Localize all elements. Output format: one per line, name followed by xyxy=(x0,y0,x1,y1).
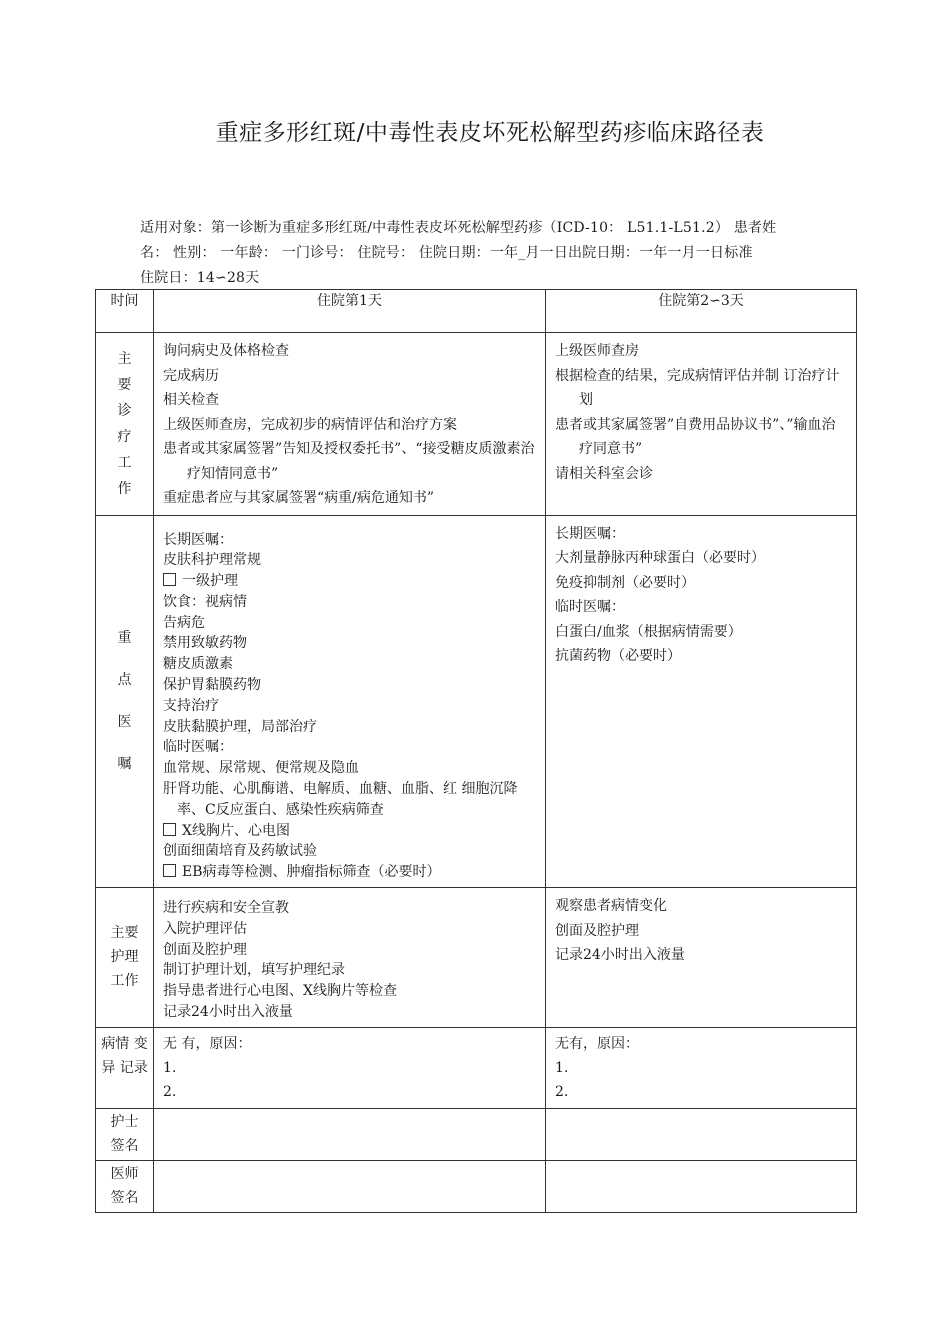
label-line: 工 作 xyxy=(117,454,146,497)
list-item: 创面细菌培育及药敏试验 xyxy=(163,843,317,860)
intro-line-3: 住院日：14∽28天 xyxy=(140,270,260,286)
list-item: 创面及腔护理 xyxy=(555,922,639,939)
list-item: 无有，原因： xyxy=(555,1035,639,1052)
row-label-variation xyxy=(96,1027,154,1108)
list-item: 临时医嘱： xyxy=(555,599,625,615)
label-line: 签名 xyxy=(110,1138,139,1155)
header-row xyxy=(96,290,857,333)
main-work-day1 xyxy=(154,333,546,516)
list-item: 指导患者进行心电图、X线胸片等检查 xyxy=(163,983,397,1000)
label-line: 护士 xyxy=(110,1114,139,1131)
label-line: 异 记录 xyxy=(101,1059,148,1076)
page-title: 重症多形红斑/中毒性表皮坏死松解型药疹临床路径表 xyxy=(215,120,765,146)
row-label-orders xyxy=(96,515,154,888)
list-item: 入院护理评估 xyxy=(163,920,247,937)
list-item: 抗菌药物（必要时） xyxy=(555,648,681,664)
row-label-main-work xyxy=(96,333,154,516)
row-nursing xyxy=(96,888,857,1028)
row-main-work xyxy=(96,333,857,516)
list-item: 完成病历 xyxy=(163,367,219,384)
list-item: 上级医师查房，完成初步的病情评估和治疗方案 xyxy=(163,416,457,433)
list-item: 2. xyxy=(555,1083,569,1100)
list-item: 创面及腔护理 xyxy=(163,941,247,958)
label-line: 主要 xyxy=(110,925,139,942)
list-item-text: X线胸片、心电图 xyxy=(182,822,290,839)
checkbox-icon xyxy=(163,864,176,877)
list-item: 2. xyxy=(163,1083,177,1100)
row-orders xyxy=(96,515,857,888)
list-item xyxy=(163,571,537,592)
list-item: 1. xyxy=(163,1059,177,1076)
list-item: 白蛋白/血浆（根据病情需要） xyxy=(555,623,742,640)
label-line: 诊 疗 xyxy=(117,402,146,445)
list-item: 皮肤黏膜护理，局部治疗 xyxy=(163,718,317,735)
list-item: 制订护理计划，填写护理纪录 xyxy=(163,962,345,979)
label-line: 签名 xyxy=(110,1190,139,1207)
list-item: 临时医嘱： xyxy=(163,739,233,756)
header-day2-3: 住院第2∽3天 xyxy=(546,290,857,333)
list-item-text: EB病毒等检测、肿瘤指标筛查（必要时） xyxy=(182,864,441,881)
orders-day1 xyxy=(154,515,546,888)
list-item: 长期医嘱： xyxy=(163,531,233,548)
list-item: 相关检查 xyxy=(163,392,219,408)
doctor-sign-day1[interactable] xyxy=(154,1160,546,1212)
applicable-scope xyxy=(140,216,852,291)
variation-day2-3 xyxy=(546,1027,857,1108)
list-item: 观察患者病情变化 xyxy=(555,898,667,915)
list-item: 告病危 xyxy=(163,614,205,631)
clinical-pathway-table xyxy=(95,289,857,1213)
row-variation xyxy=(96,1027,857,1108)
intro-line-2: 名： 性别： 一年龄： 一门诊号： 住院号： 住院日期：一年_月一日出院日期：一年一月一日标准 xyxy=(140,245,753,261)
row-label-nursing xyxy=(96,888,154,1028)
list-item: 禁用致敏药物 xyxy=(163,635,247,652)
list-item: 长期医嘱： xyxy=(555,525,625,542)
label-line: 护理 xyxy=(110,949,139,966)
list-item: 记录24小时出入液量 xyxy=(163,1004,293,1021)
list-item: 进行疾病和安全宣教 xyxy=(163,900,289,917)
main-work-day2-3 xyxy=(546,333,857,516)
list-item: 无 有，原因： xyxy=(163,1035,252,1052)
label-line: 点 xyxy=(117,672,132,689)
list-item: 糖皮质激素 xyxy=(163,656,233,673)
list-item: 请相关科室会诊 xyxy=(555,465,653,482)
list-item-text: 一级护理 xyxy=(182,573,238,590)
list-item: 1. xyxy=(555,1059,569,1076)
list-item: 根据检查的结果，完成病情评估并制 订治疗计划 xyxy=(555,367,840,408)
row-label-nurse-sign xyxy=(96,1108,154,1160)
list-item: 支持治疗 xyxy=(163,697,219,714)
row-label-doctor-sign xyxy=(96,1160,154,1212)
list-item xyxy=(163,862,537,883)
list-item: 免疫抑制剂（必要时） xyxy=(555,574,695,591)
list-item: 饮食：视病情 xyxy=(163,593,247,610)
nurse-sign-day1[interactable] xyxy=(154,1108,546,1160)
list-item: 患者或其家属签署”告知及授权委托书”、“接受糖皮质激素治疗知情同意书” xyxy=(163,441,535,482)
label-line: 工作 xyxy=(110,973,139,990)
label-line: 病情 变 xyxy=(101,1035,148,1052)
checkbox-icon xyxy=(163,573,176,586)
variation-day1 xyxy=(154,1027,546,1108)
label-line: 医 xyxy=(117,714,132,731)
nurse-sign-day2-3[interactable] xyxy=(546,1108,857,1160)
list-item: 记录24小时出入液量 xyxy=(555,947,685,964)
doctor-sign-day2-3[interactable] xyxy=(546,1160,857,1212)
header-day1: 住院第1天 xyxy=(154,290,546,333)
list-item: 保护胃黏膜药物 xyxy=(163,677,261,694)
orders-day2-3 xyxy=(546,515,857,888)
list-item: 上级医师查房 xyxy=(555,343,639,359)
list-item xyxy=(163,821,537,842)
nursing-day1 xyxy=(154,888,546,1028)
intro-line-1: 适用对象：第一诊断为重症多形红斑/中毒性表皮坏死松解型药疹（ICD-10： L51.1-L51.2） 患者姓 xyxy=(140,220,777,236)
label-line: 医师 xyxy=(110,1166,139,1183)
list-item: 大剂量静脉丙种球蛋白（必要时） xyxy=(555,550,765,566)
label-line: 主 要 xyxy=(117,350,146,393)
list-item: 皮肤科护理常规 xyxy=(163,552,261,569)
label-line: 嘱 xyxy=(117,756,132,773)
list-item: 肝肾功能、心肌酶谱、电解质、血糖、血脂、红 细胞沉降率、C反应蛋白、感染性疾病筛查 xyxy=(163,781,518,818)
nursing-day2-3 xyxy=(546,888,857,1028)
header-time: 时间 xyxy=(96,290,154,333)
row-nurse-sign xyxy=(96,1108,857,1160)
list-item: 患者或其家属签署”自费用品协议书”、”输血治疗同意书” xyxy=(555,416,836,457)
checkbox-icon xyxy=(163,823,176,836)
list-item: 血常规、尿常规、便常规及隐血 xyxy=(163,760,359,777)
label-line: 重 xyxy=(117,630,132,647)
list-item: 询问病史及体格检查 xyxy=(163,343,289,359)
list-item: 重症患者应与其家属签署“病重/病危通知书” xyxy=(163,490,435,506)
row-doctor-sign xyxy=(96,1160,857,1212)
